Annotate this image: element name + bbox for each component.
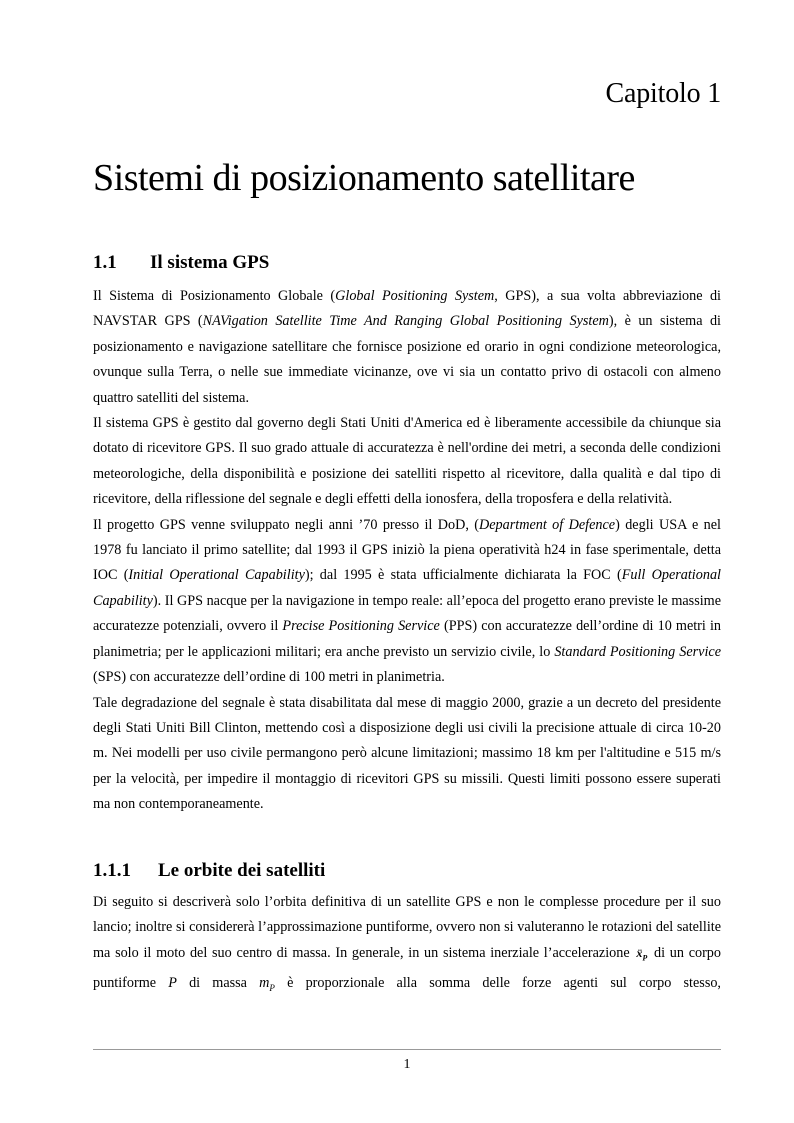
emphasis: Initial Operational Capability (128, 567, 305, 584)
text-run: (PPS) con accuratezze dell’ordine di 10 metri in planimetria; per le applicazioni militari; era anche previsto un servizio civile, lo (93, 618, 722, 660)
chapter-label: Capitolo 1 (605, 78, 721, 109)
paragraph (93, 284, 721, 411)
emphasis: Department of Defence (479, 516, 616, 533)
section-number: 1.1.1 (93, 860, 131, 881)
text-run: (SPS) con accuratezze dell’ordine di 100 metri in planimetria. (93, 669, 445, 686)
text-run: è proporzionale alla somma delle forze agenti sul corpo stesso, (274, 974, 721, 991)
chapter-title: Sistemi di posizionamento satellitare (93, 157, 635, 199)
section-1-1-body (93, 284, 721, 818)
text-run: ) degli USA e nel 1978 fu lanciato il primo satellite; dal 1993 il GPS iniziò la piena operatività h24 in fase sperimentale, detta IOC ( (93, 516, 721, 584)
emphasis: NAVigation Satellite Time And Ranging Global Positioning System (202, 313, 609, 330)
acceleration-formula: ẍ$_P$ (636, 945, 648, 963)
paragraph (93, 513, 721, 691)
text-run: ), è un sistema di posizionamento e navigazione satellitare che fornisce posizione ed orario in ogni condizione meteorologica, ovunque sulla Terra, o nelle sue immediate vicinanze, ove vi sia un contatto privo di ostacoli con almeno quattro satelliti del sistema. (93, 313, 721, 406)
text-run: Il progetto GPS venne sviluppato negli anni ’70 presso il DoD, ( (93, 516, 480, 533)
paragraph: Il sistema GPS è gestito dal governo degli Stati Uniti d'America ed è liberamente accessibile da chiunque sia dotato di ricevitore GPS. Il suo grado attuale di accuratezza è nell'ordine dei metri, a seconda delle condizioni meteorologiche, della disponibilità e posizione dei satelliti rispetto al ricevitore, dalla qualità e dal tipo di ricevitore, della riflessione del segnale e degli effetti della ionosfera, della troposfera e della relatività. (93, 415, 721, 508)
section-heading-1-1-1 (93, 860, 326, 882)
text-run: Di seguito si descriverà solo l’orbita definitiva di un satellite GPS e non le complesse procedure per il suo lancio; inoltre si considererà l’approssimazione puntiforme, ovvero non si valuteranno le rotazioni del satellite ma solo il moto del suo centro di massa. In generale, in un sistema inerziale l’accelerazione (93, 894, 721, 961)
emphasis: Full Operational Capability (93, 567, 721, 609)
text-run: ). Il GPS nacque per la navigazione in tempo reale: all’epoca del progetto erano previste le massime accuratezze potenziali, ovvero il (93, 592, 721, 635)
text-run: di massa (176, 974, 260, 991)
paragraph: Tale degradazione del segnale è stata disabilitata dal mese di maggio 2000, grazie a un decreto del presidente degli Stati Uniti Bill Clinton, mettendo così a disposizione degli usi civili la precisione attuale di circa 10-20 m. Nei modelli per uso civile permangono però alcune limitazioni; massimo 18 km per l'altitudine e 515 m/s per la velocità, per impedire il montaggio di ricevitori GPS su missili. Questi limiti possono essere superati ma non contemporaneamente. (93, 694, 721, 813)
emphasis: Precise Positioning Service (282, 618, 440, 635)
section-number: 1.1 (93, 252, 117, 273)
paragraph (93, 890, 721, 1001)
text-run: , GPS), a sua volta abbreviazione di NAVSTAR GPS ( (93, 288, 721, 330)
section-title: Le orbite dei satelliti (158, 860, 326, 881)
emphasis: Standard Positioning Service (554, 643, 721, 660)
text-run: ); dal 1995 è stata ufficialmente dichiarata la FOC ( (304, 567, 622, 584)
point-symbol: P (168, 974, 177, 991)
section-heading-1-1 (93, 252, 270, 274)
text-run: Il Sistema di Posizionamento Globale ( (93, 288, 336, 304)
page-number: 1 (403, 1057, 411, 1072)
section-title: Il sistema GPS (150, 252, 270, 273)
mass-symbol: $m_P$ (259, 974, 275, 993)
section-1-1-1-body (93, 890, 721, 1001)
text-run: di un corpo puntiforme (93, 944, 721, 991)
emphasis: Global Positioning System (335, 288, 495, 304)
footer-divider (93, 1049, 721, 1050)
